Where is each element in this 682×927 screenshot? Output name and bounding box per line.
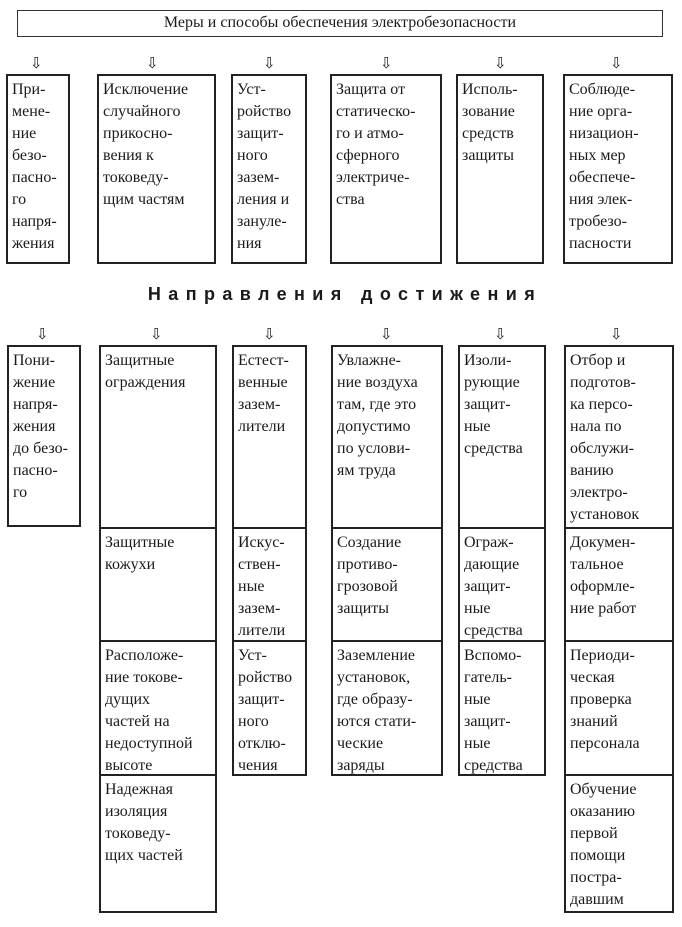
direction-lower-voltage: Пони- жение напря- жения до безо- пасно- го	[7, 345, 81, 527]
arrow-down-icon: ⇩	[263, 325, 276, 343]
measure-protective-grounding: Уст- ройство защит- ного зазем- ления и зануле- ния	[231, 74, 307, 264]
section-heading: Направления достижения	[147, 284, 543, 304]
direction-protective-casings: Защитные кожухи	[99, 527, 217, 642]
direction-reliable-insulation: Надежная изоляция токоведу- щих частей	[99, 774, 217, 913]
measure-exclude-contact: Исключение случайного прикосно- вения к токоведу- щим частям	[97, 74, 216, 264]
arrow-down-icon: ⇩	[30, 54, 43, 72]
arrow-down-icon: ⇩	[494, 54, 507, 72]
measure-static-protection: Защита от статическо- го и атмо- сферного электриче- ства	[330, 74, 442, 264]
measure-safe-voltage: При- мене- ние безо- пасно- го напря- жения	[6, 74, 70, 264]
arrow-down-icon: ⇩	[263, 54, 276, 72]
arrow-down-icon: ⇩	[380, 325, 393, 343]
direction-work-documentation: Докумен- тальное оформле- ние работ	[564, 527, 674, 642]
direction-personnel-selection: Отбор и подготов- ка персо- нала по обслужи- ванию электро- установок	[564, 345, 674, 529]
direction-auxiliary-means: Вспомо- гатель- ные защит- ные средства	[458, 640, 546, 776]
direction-enclosing-means: Ограж- дающие защит- ные средства	[458, 527, 546, 642]
direction-protective-fences: Защитные ограждения	[99, 345, 217, 529]
arrow-down-icon: ⇩	[494, 325, 507, 343]
direction-insulating-means: Изоли- рующие защит- ные средства	[458, 345, 546, 529]
direction-first-aid-training: Обучение оказанию первой помощи постра- давшим	[564, 774, 674, 913]
direction-artificial-grounding: Искус- ствен- ные зазем- лители	[232, 527, 307, 642]
arrow-down-icon: ⇩	[610, 54, 623, 72]
arrow-down-icon: ⇩	[150, 325, 163, 343]
direction-lightning-protection: Создание противо- грозовой защиты	[331, 527, 443, 642]
diagram-title: Меры и способы обеспечения электробезопасности	[17, 10, 663, 37]
direction-knowledge-check: Периоди- ческая проверка знаний персонала	[564, 640, 674, 776]
arrow-down-icon: ⇩	[380, 54, 393, 72]
measure-organizational: Соблюде- ние орга- низацион- ных мер обеспече- ния элек- тробезо- пасности	[563, 74, 673, 264]
direction-air-humidification: Увлажне- ние воздуха там, где это допустимо по услови- ям труда	[331, 345, 443, 529]
direction-natural-grounding: Естест- венные зазем- лители	[232, 345, 307, 529]
arrow-down-icon: ⇩	[36, 325, 49, 343]
direction-static-grounding: Заземление установок, где образу- ются стати- ческие заряды	[331, 640, 443, 776]
measure-protective-means: Исполь- зование средств защиты	[456, 74, 544, 264]
arrow-down-icon: ⇩	[610, 325, 623, 343]
arrow-down-icon: ⇩	[146, 54, 159, 72]
direction-inaccessible-height: Расположе- ние токове- дущих частей на недоступной высоте	[99, 640, 217, 776]
direction-protective-shutdown: Уст- ройство защит- ного отклю- чения	[232, 640, 307, 776]
